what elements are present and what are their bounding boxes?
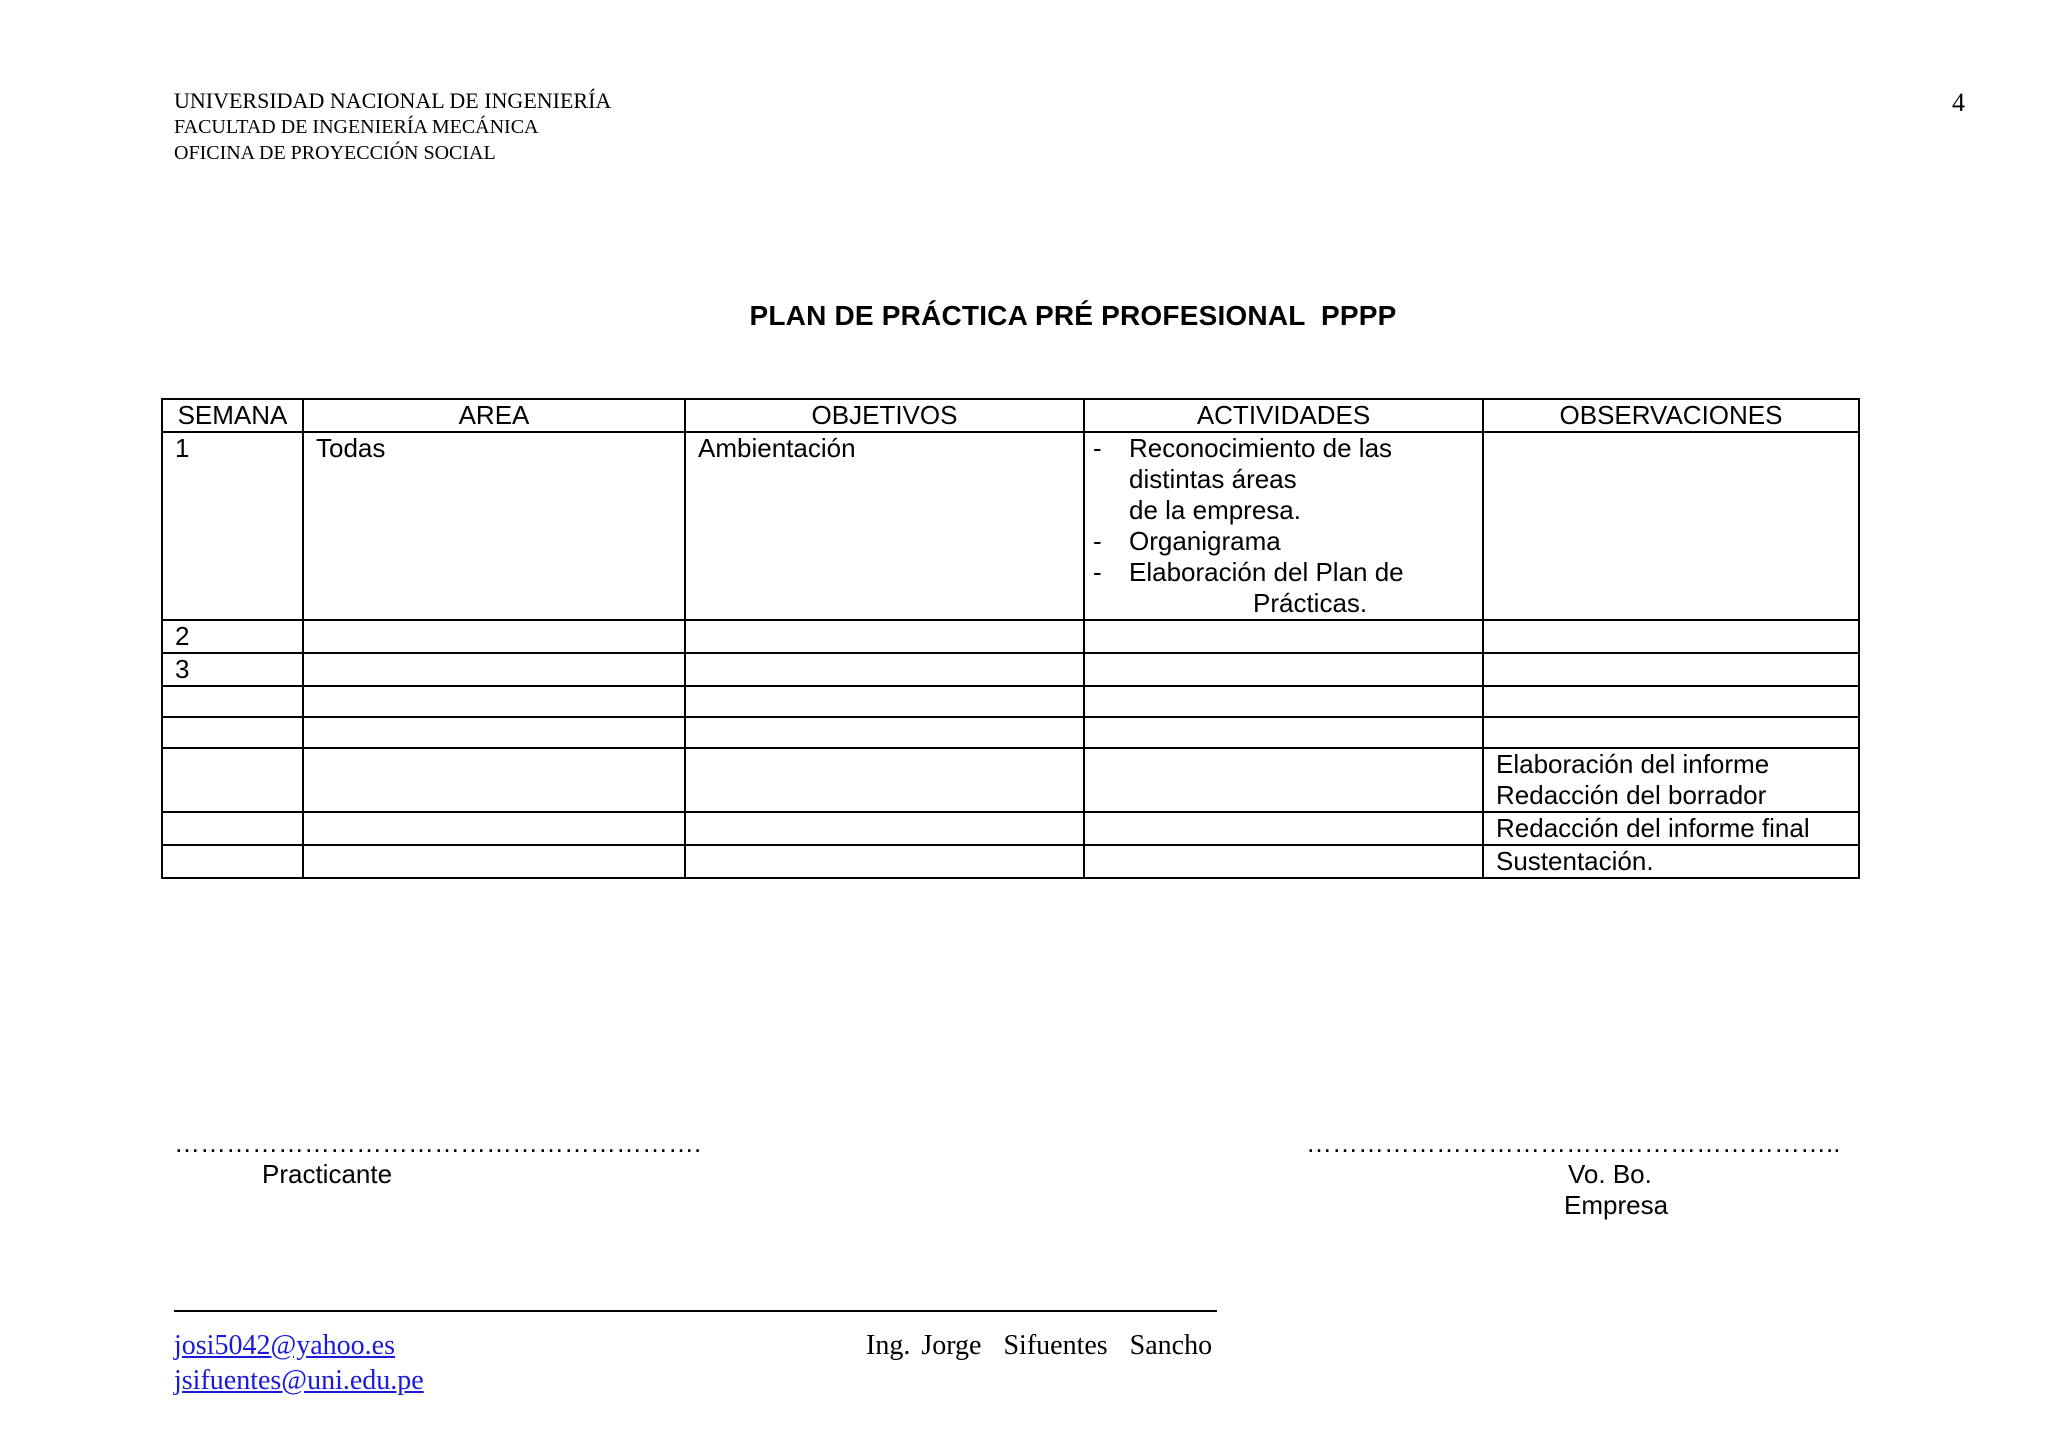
signature-label: Practicante — [262, 1159, 393, 1189]
signature-label: Empresa — [1564, 1190, 1669, 1220]
cell-actividades — [1084, 620, 1483, 653]
cell-semana: 1 — [162, 432, 303, 620]
signature-line: ……………………………………………………. — [174, 1128, 702, 1158]
cell-objetivos — [685, 812, 1084, 845]
cell-actividades — [1084, 686, 1483, 717]
cell-objetivos — [685, 845, 1084, 878]
table-header-row — [162, 399, 1859, 432]
university-name: UNIVERSIDAD NACIONAL DE INGENIERÍA — [174, 88, 612, 113]
cell-semana — [162, 812, 303, 845]
cell-area: Todas — [303, 432, 685, 620]
practice-plan-table — [161, 398, 1860, 879]
cell-objetivos — [685, 620, 1084, 653]
activity-line: de la empresa. — [1129, 495, 1301, 525]
cell-observaciones — [1483, 686, 1859, 717]
cell-semana: 2 — [162, 620, 303, 653]
activity-line: Reconocimiento de las — [1129, 433, 1393, 463]
activities-list — [1085, 433, 1470, 619]
footer-emails — [174, 1328, 424, 1398]
signature-practicante — [174, 1128, 701, 1190]
cell-observaciones: Redacción del informe final — [1483, 812, 1859, 845]
email-link-uni[interactable]: jsifuentes@uni.edu.pe — [174, 1365, 424, 1396]
list-item — [1085, 557, 1470, 619]
table-row — [162, 686, 1859, 717]
signature-empresa — [1306, 1128, 1840, 1221]
cell-observaciones — [1483, 717, 1859, 748]
cell-observaciones — [1483, 432, 1859, 620]
signature-line: …………………………………………………….. — [1306, 1128, 1841, 1158]
footer-divider — [174, 1310, 1217, 1312]
cell-area — [303, 620, 685, 653]
cell-actividades — [1084, 432, 1483, 620]
activity-line: Organigrama — [1129, 526, 1281, 556]
column-header-actividades: ACTIVIDADES — [1084, 399, 1483, 432]
faculty-name: FACULTAD DE INGENIERÍA MECÁNICA — [174, 116, 539, 138]
column-header-area: AREA — [303, 399, 685, 432]
column-header-semana: SEMANA — [162, 399, 303, 432]
list-item — [1085, 526, 1470, 557]
cell-objetivos — [685, 653, 1084, 686]
activity-line: Prácticas. — [1253, 588, 1368, 618]
cell-semana — [162, 717, 303, 748]
cell-actividades — [1084, 653, 1483, 686]
cell-actividades — [1084, 812, 1483, 845]
cell-actividades — [1084, 748, 1483, 812]
cell-area — [303, 686, 685, 717]
activity-line: distintas áreas — [1129, 464, 1297, 494]
cell-observaciones: Sustentación. — [1483, 845, 1859, 878]
cell-area — [303, 748, 685, 812]
cell-semana: 3 — [162, 653, 303, 686]
observation-line: Redacción del borrador — [1496, 780, 1767, 810]
cell-area — [303, 717, 685, 748]
table-row — [162, 845, 1859, 878]
table-row — [162, 748, 1859, 812]
cell-observaciones — [1483, 620, 1859, 653]
column-header-observaciones: OBSERVACIONES — [1483, 399, 1859, 432]
observation-line: Elaboración del informe — [1496, 749, 1770, 779]
signature-label: Vo. Bo. — [1568, 1159, 1652, 1189]
cell-objetivos: Ambientación — [685, 432, 1084, 620]
table-row — [162, 620, 1859, 653]
footer-author: Ing. Jorge Sifuentes Sancho — [866, 1330, 1213, 1361]
list-item — [1085, 433, 1470, 526]
cell-semana — [162, 748, 303, 812]
activity-line: Elaboración del Plan de — [1129, 557, 1404, 587]
table-row — [162, 653, 1859, 686]
cell-semana — [162, 686, 303, 717]
cell-objetivos — [685, 748, 1084, 812]
email-link-yahoo[interactable]: josi5042@yahoo.es — [174, 1330, 395, 1361]
office-name: OFICINA DE PROYECCIÓN SOCIAL — [174, 142, 496, 164]
cell-observaciones — [1483, 653, 1859, 686]
page-number: 4 — [1952, 88, 1965, 117]
cell-semana — [162, 845, 303, 878]
cell-actividades — [1084, 717, 1483, 748]
cell-area — [303, 653, 685, 686]
cell-area — [303, 845, 685, 878]
table-row — [162, 812, 1859, 845]
document-header — [174, 88, 611, 166]
cell-objetivos — [685, 686, 1084, 717]
cell-objetivos — [685, 717, 1084, 748]
page-title: PLAN DE PRÁCTICA PRÉ PROFESIONAL PPPP — [749, 300, 1397, 331]
table-row — [162, 717, 1859, 748]
cell-actividades — [1084, 845, 1483, 878]
table-row — [162, 432, 1859, 620]
column-header-objetivos: OBJETIVOS — [685, 399, 1084, 432]
cell-observaciones — [1483, 748, 1859, 812]
cell-area — [303, 812, 685, 845]
